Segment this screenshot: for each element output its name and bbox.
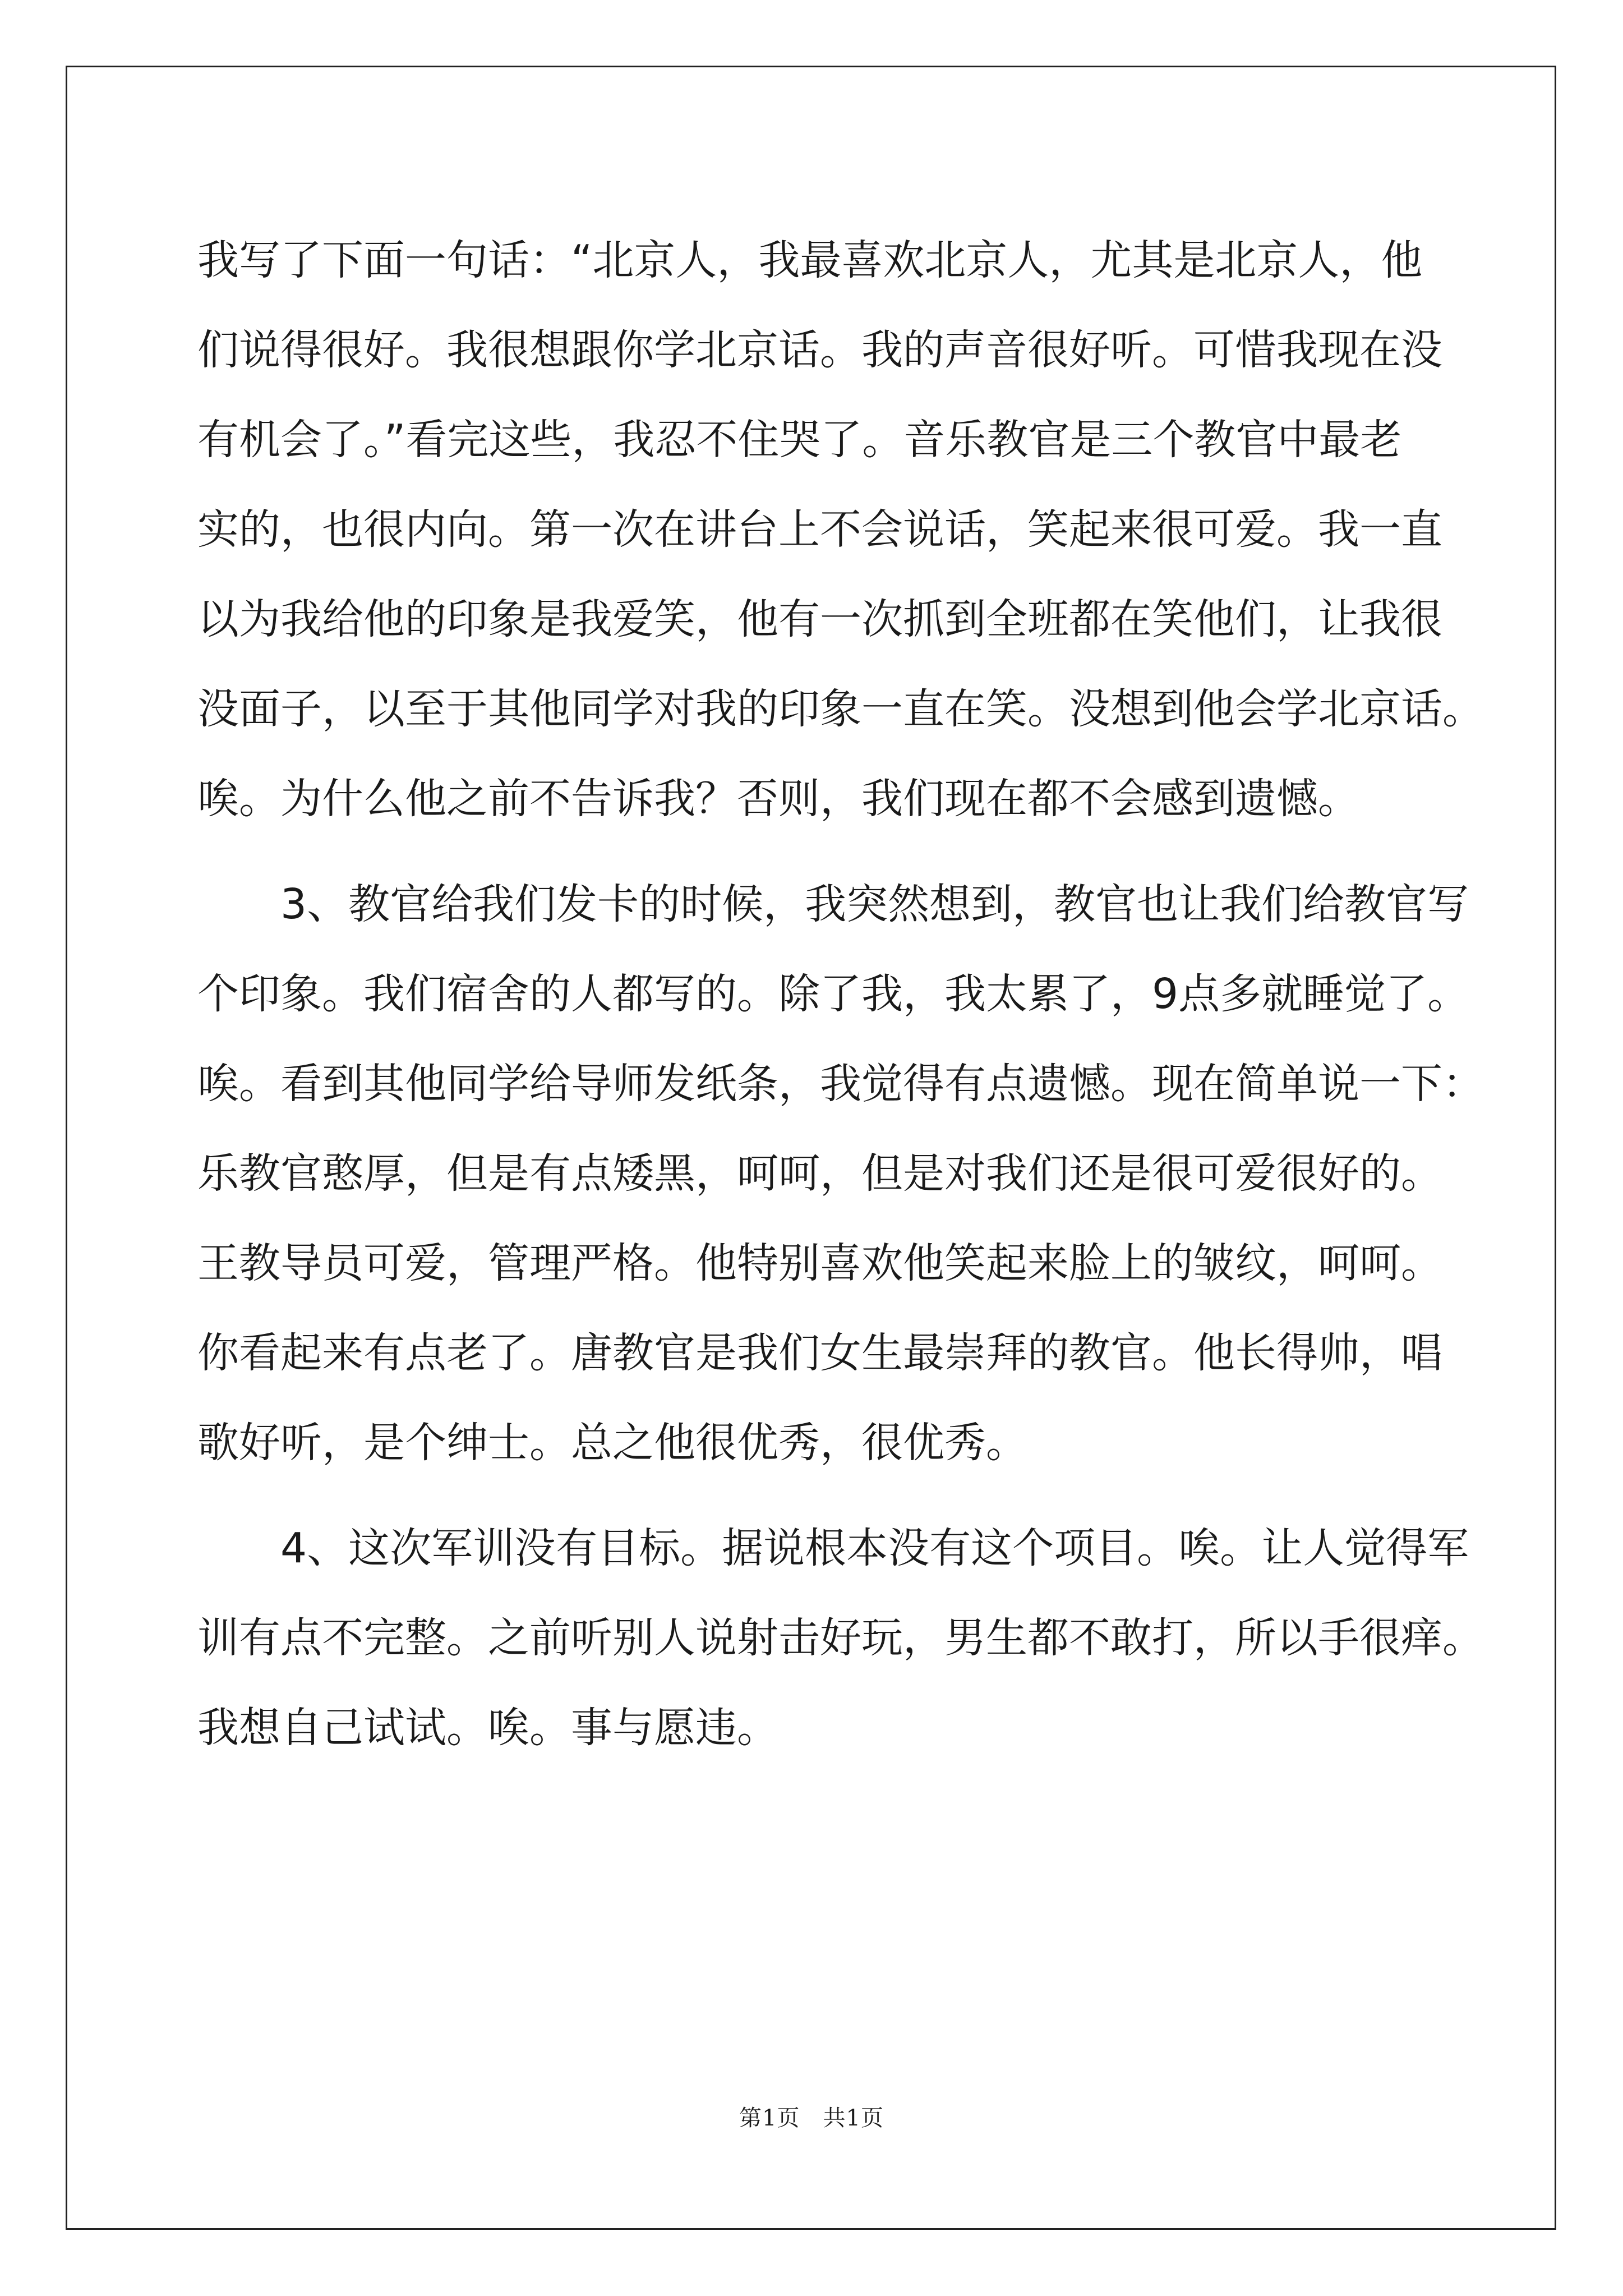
text-line: 歌好听，是个绅士。总之他很优秀，很优秀。	[197, 1419, 1027, 1467]
text-line: 们说得很好。我很想跟你学北京话。我的声音很好听。可惜我现在没	[197, 326, 1442, 374]
text-line: 乐教官憨厚，但是有点矮黑，呵呵，但是对我们还是很可爱很好的。	[197, 1149, 1442, 1198]
text-line: 唉。为什么他之前不告诉我？否则，我们现在都不会感到遗憾。	[197, 775, 1359, 823]
text-line: 训有点不完整。之前听别人说射击好玩，男生都不敢打，所以手很痒。	[197, 1614, 1484, 1662]
text-line: 我写了下面一句话：“北京人，我最喜欢北京人，尤其是北京人，他	[197, 236, 1423, 284]
text-line: 我想自己试试。唉。事与愿违。	[197, 1704, 778, 1752]
paragraph-4-start: 4、这次军训没有目标。据说根本没有这个项目。唉。让人觉得军	[280, 1524, 1469, 1572]
text-line: 个印象。我们宿舍的人都写的。除了我，我太累了，9点多就睡觉了。	[197, 970, 1469, 1018]
page-number-footer: 第1页 共1页	[739, 2105, 884, 2131]
text-line: 唉。看到其他同学给导师发纸条，我觉得有点遗憾。现在简单说一下：	[197, 1060, 1484, 1108]
text-line: 实的，也很内向。第一次在讲台上不会说话，笑起来很可爱。我一直	[197, 505, 1442, 554]
text-line: 以为我给他的印象是我爱笑，他有一次抓到全班都在笑他们，让我很	[197, 595, 1442, 643]
text-line: 你看起来有点老了。唐教官是我们女生最崇拜的教官。他长得帅，唱	[197, 1329, 1442, 1377]
document-body	[197, 215, 1484, 1773]
paragraph-3-start: 3、教官给我们发卡的时候，我突然想到，教官也让我们给教官写	[280, 880, 1469, 928]
text-line: 有机会了。”看完这些，我忍不住哭了。音乐教官是三个教官中最老	[197, 416, 1402, 464]
text-line: 王教导员可爱，管理严格。他特别喜欢他笑起来脸上的皱纹，呵呵。	[197, 1239, 1442, 1287]
text-line: 没面子，以至于其他同学对我的印象一直在笑。没想到他会学北京话。	[197, 685, 1484, 733]
